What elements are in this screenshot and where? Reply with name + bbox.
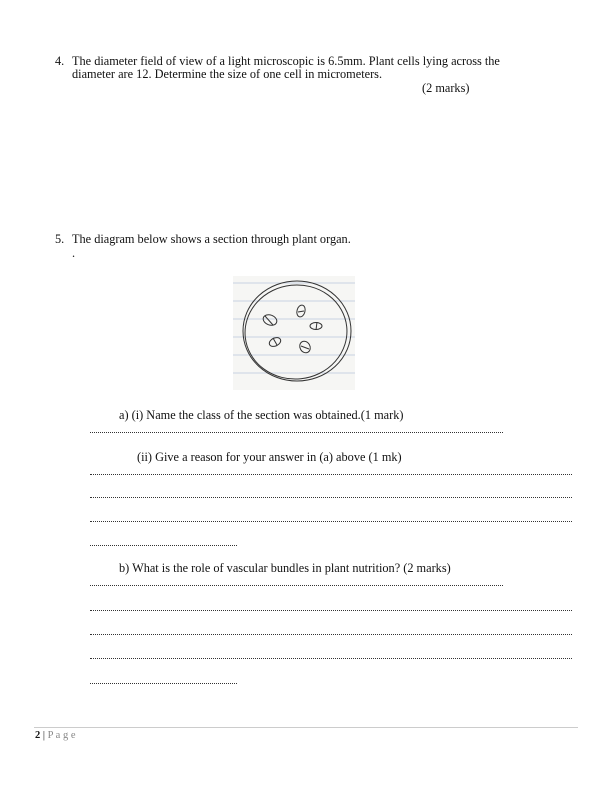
footer-separator: | [42,730,45,741]
answer-line[interactable] [90,634,572,635]
q5-text: The diagram below shows a section through plant organ. [72,232,351,246]
answer-line[interactable] [90,432,503,433]
q4-number: 4. [55,54,65,68]
answer-line[interactable] [90,474,572,475]
answer-line[interactable] [90,585,503,586]
q5b-text: b) What is the role of vascular bundles in plant nutrition? (2 marks) [119,561,451,575]
q5-number: 5. [55,232,65,246]
footer-divider [34,727,578,728]
page-footer [35,729,76,743]
answer-line[interactable] [90,497,572,498]
answer-line[interactable] [90,610,572,611]
answer-line[interactable] [90,545,237,546]
answer-line[interactable] [90,658,572,659]
q4-line1: The diameter field of view of a light microscopic is 6.5mm. Plant cells lying across the [72,54,500,68]
answer-line[interactable] [90,683,237,684]
page-number: 2 [35,730,41,741]
answer-line[interactable] [90,521,572,522]
q5a-ii-text: (ii) Give a reason for your answer in (a) above (1 mk) [137,450,402,464]
plant-organ-section-diagram [233,276,355,390]
page-label: P a g e [47,730,76,741]
q5a-i-text: a) (i) Name the class of the section was obtained.(1 mark) [119,408,404,422]
q4-marks: (2 marks) [422,81,470,95]
q4-line2: diameter are 12. Determine the size of one cell in micrometers. [72,67,383,81]
q5-dot: . [72,246,76,260]
